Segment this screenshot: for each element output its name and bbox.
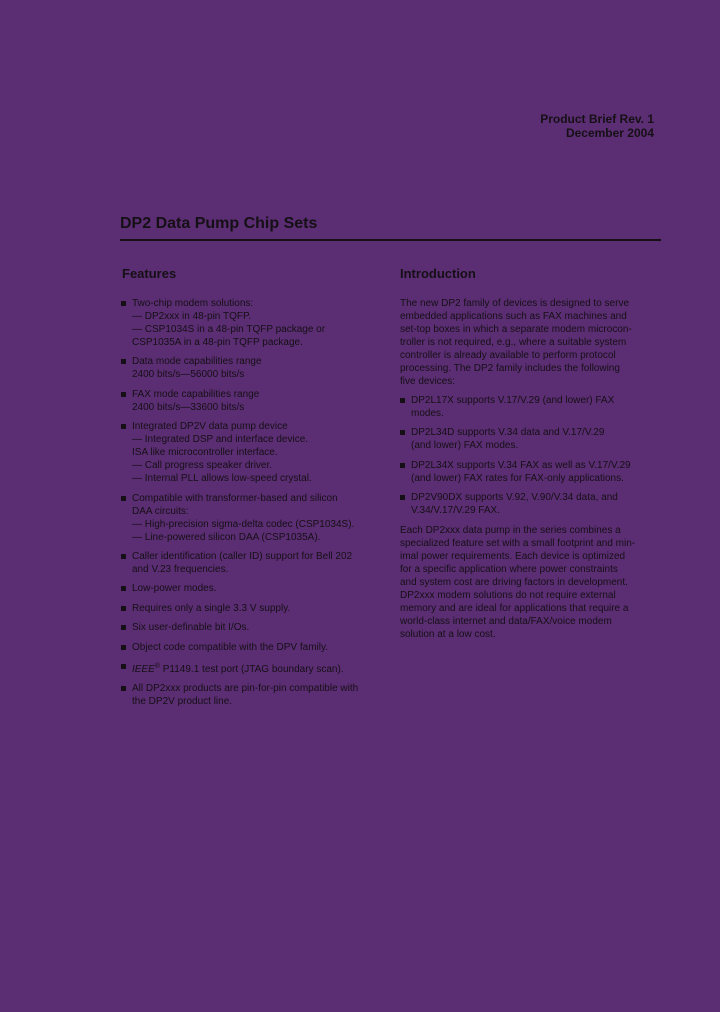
- text-line: five devices:: [400, 376, 456, 387]
- introduction-paragraph: [400, 297, 662, 388]
- text-line: world-class internet and data/FAX/voice modem: [400, 615, 612, 627]
- title-divider: [120, 239, 661, 241]
- introduction-paragraph-2: [400, 524, 662, 641]
- text-line: (and lower) FAX modes.: [411, 440, 519, 452]
- text-line: set-top boxes in which a separate modem microcon-: [400, 324, 632, 335]
- text-line: controller is already available to perform protocol: [400, 350, 616, 361]
- feature-item: [121, 660, 383, 676]
- text-line: DP2L34X supports V.34 FAX as well as V.17/V.29: [411, 459, 631, 471]
- features-list: [121, 297, 383, 715]
- text-line: — CSP1034S in a 48-pin TQFP package or: [132, 324, 326, 335]
- text-line: Two-chip modem solutions:: [132, 298, 254, 309]
- revision-label: Product Brief Rev. 1: [540, 112, 654, 126]
- text-line: [132, 660, 383, 676]
- bullet-icon: [400, 398, 405, 403]
- text-line: embedded applications such as FAX machines and: [400, 311, 627, 322]
- bullet-icon: [121, 554, 126, 559]
- feature-item: [121, 621, 383, 634]
- text-line: V.34/V.17/V.29 FAX.: [411, 505, 500, 517]
- registered-mark: ®: [154, 662, 160, 670]
- text-line: — Internal PLL allows low-speed crystal.: [132, 473, 312, 485]
- bullet-icon: [121, 645, 126, 650]
- introduction-heading: Introduction: [400, 266, 476, 281]
- bullet-icon: [400, 463, 405, 468]
- bullet-icon: [121, 424, 126, 429]
- text-line: 2400 bits/s—33600 bits/s: [132, 401, 245, 413]
- feature-item: [121, 420, 383, 485]
- text-line: 2400 bits/s—56000 bits/s: [132, 369, 245, 381]
- text-line: — Integrated DSP and interface device.: [132, 434, 309, 446]
- bullet-icon: [121, 496, 126, 501]
- device-item: [400, 459, 662, 485]
- feature-text: P1149.1 test port (JTAG boundary scan).: [159, 663, 344, 675]
- feature-item: [121, 297, 383, 349]
- feature-item: [121, 641, 383, 654]
- bullet-icon: [121, 586, 126, 591]
- text-line: DP2V90DX supports V.92, V.90/V.34 data, and: [411, 492, 618, 504]
- text-line: and system cost are driving factors in development.: [400, 576, 628, 588]
- text-line: the DP2V product line.: [132, 696, 233, 708]
- introduction-column: [400, 297, 662, 647]
- text-line: Each DP2xxx data pump in the series combines a: [400, 524, 621, 536]
- document-title: DP2 Data Pump Chip Sets: [120, 215, 318, 232]
- bullet-icon: [121, 606, 126, 611]
- text-line: DP2L17X supports V.17/V.29 (and lower) FAX: [411, 395, 615, 406]
- text-line: — Call progress speaker driver.: [132, 460, 273, 472]
- device-list: [400, 394, 662, 517]
- text-line: troller is not required, e.g., where a suitable system: [400, 337, 627, 348]
- text-line: Integrated DP2V data pump device: [132, 421, 288, 433]
- device-item: [400, 491, 662, 517]
- bullet-icon: [400, 495, 405, 500]
- text-line: Compatible with transformer-based and silicon: [132, 492, 338, 504]
- date-label: December 2004: [565, 126, 654, 140]
- features-heading: Features: [122, 266, 177, 281]
- text-line: ISA like microcontroller interface.: [132, 447, 278, 459]
- bullet-icon: [400, 430, 405, 435]
- text-line: imal power requirements. Each device is optimized: [400, 550, 626, 562]
- feature-item: [121, 682, 383, 708]
- feature-item: [121, 355, 383, 381]
- bullet-icon: [121, 625, 126, 630]
- device-item: [400, 426, 662, 452]
- text-line: and V.23 frequencies.: [132, 563, 229, 575]
- bullet-icon: [121, 686, 126, 691]
- ieee-label: IEEE: [132, 663, 155, 675]
- feature-item: [121, 550, 383, 576]
- text-line: DAA circuits:: [132, 505, 189, 517]
- feature-item: [121, 582, 383, 595]
- bullet-icon: [121, 392, 126, 397]
- text-line: for a specific application where power constraints: [400, 563, 618, 575]
- bullet-icon: [121, 301, 126, 306]
- text-line: memory and are ideal for applications that require a: [400, 602, 629, 614]
- text-line: CSP1035A in a 48-pin TQFP package.: [132, 337, 303, 348]
- text-line: modes.: [411, 408, 444, 419]
- feature-item: [121, 602, 383, 615]
- text-line: — DP2xxx in 48-pin TQFP.: [132, 311, 252, 322]
- bullet-icon: [121, 664, 126, 669]
- bullet-icon: [121, 359, 126, 364]
- text-line: Object code compatible with the DPV family.: [132, 641, 329, 653]
- text-line: DP2xxx modem solutions do not require external: [400, 589, 616, 601]
- text-line: (and lower) FAX rates for FAX-only applications.: [411, 472, 624, 484]
- text-line: solution at a low cost.: [400, 628, 496, 640]
- text-line: — High-precision sigma-delta codec (CSP1034S).: [132, 518, 355, 530]
- text-line: Low-power modes.: [132, 583, 217, 595]
- text-line: Caller identification (caller ID) support for Bell 202: [132, 550, 353, 562]
- text-line: The new DP2 family of devices is designed to serve: [400, 298, 629, 309]
- text-line: — Line-powered silicon DAA (CSP1035A).: [132, 531, 321, 543]
- feature-item: [121, 388, 383, 414]
- text-line: DP2L34D supports V.34 data and V.17/V.29: [411, 427, 605, 439]
- device-item: [400, 394, 662, 420]
- text-line: All DP2xxx products are pin-for-pin compatible with: [132, 683, 359, 695]
- feature-item: [121, 492, 383, 544]
- text-line: FAX mode capabilities range: [132, 388, 260, 400]
- text-line: Data mode capabilities range: [132, 356, 262, 368]
- text-line: Requires only a single 3.3 V supply.: [132, 602, 291, 614]
- text-line: processing. The DP2 family includes the following: [400, 363, 620, 374]
- text-line: Six user-definable bit I/Os.: [132, 622, 250, 634]
- text-line: specialized feature set with a small footprint and min-: [400, 537, 636, 549]
- document-meta: [540, 112, 654, 140]
